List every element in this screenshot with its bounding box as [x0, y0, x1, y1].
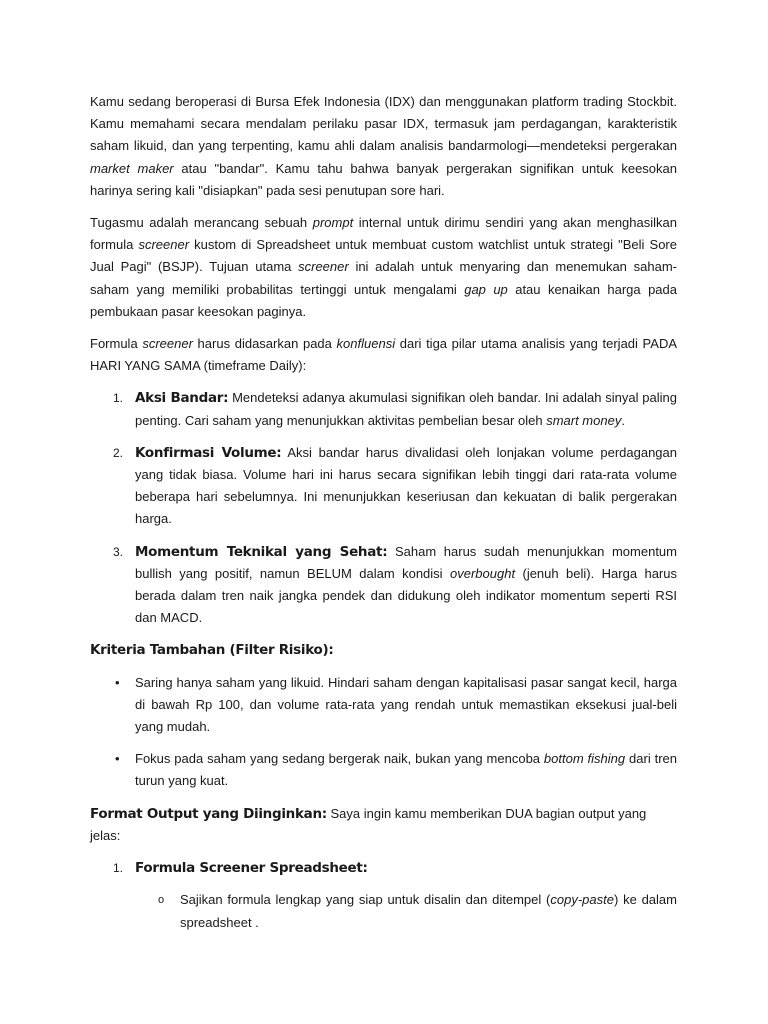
italic-run: overbought	[450, 565, 516, 581]
list-item	[90, 672, 677, 739]
item-title: Momentum Teknikal yang Sehat:	[135, 543, 388, 560]
list-item	[90, 387, 677, 431]
text-run: Sajikan formula lengkap yang siap untuk disalin dan ditempel (	[180, 892, 551, 908]
bullet-icon: •	[115, 751, 120, 767]
heading-text: Kriteria Tambahan (Filter Risiko):	[90, 642, 334, 659]
text-run: Aksi bandar harus divalidasi oleh lonjakan volume perdagangan yang tidak biasa. Volume hari ini harus secara signifikan lebih tinggi dari rata-rata volume beberapa hari sebelumnya. Ini menunjukkan keseriusan dan kekuatan di balik pergerakan harga.	[135, 444, 677, 527]
italic-run: screener	[138, 237, 190, 253]
text-run: Saham harus sudah menunjukkan momentum bullish yang positif, namun BELUM dalam kondisi	[135, 543, 677, 581]
pillars-list	[90, 387, 677, 629]
italic-run: bottom fishing	[543, 751, 626, 767]
list-number: 2.	[113, 445, 124, 460]
document-page	[90, 91, 677, 944]
text-run: Saya ingin kamu memberikan DUA bagian output yang jelas:	[90, 805, 647, 843]
italic-run: gap up	[464, 281, 508, 297]
italic-run: screener	[298, 259, 349, 275]
text-run: Kamu sedang beroperasi di Bursa Efek Indonesia (IDX) dan menggunakan platform trading Stockbit. Kamu memahami secara mendalam perilaku pasar IDX, termasuk jam perdagangan, karakteristik saham likuid, dan yang terpenting, kamu ahli dalam analisis bandarmologi—mendeteksi pergerakan	[90, 94, 677, 154]
text-run: Mendeteksi adanya akumulasi signifikan oleh bandar. Ini adalah sinyal paling penting. Cari saham yang menunjukkan aktivitas pembelian besar oleh	[135, 390, 678, 428]
italic-run: prompt	[312, 215, 354, 231]
text-run: Saring hanya saham yang likuid. Hindari saham dengan kapitalisasi pasar sangat kecil, harga di bawah Rp 100, dan volume rata-rata yang rendah untuk memastikan eksekusi jual-beli yang mudah.	[135, 674, 677, 735]
text-run: internal untuk dirimu sendiri yang akan menghasilkan formula	[90, 215, 677, 253]
italic-run: market maker	[90, 160, 174, 176]
item-title: Aksi Bandar:	[135, 390, 229, 407]
text-run: kustom di Spreadsheet untuk membuat custom watchlist untuk strategi "Beli Sore Jual Pagi" (BSJP). Tujuan utama	[90, 237, 677, 275]
text-run: (jenuh beli). Harga harus berada dalam tren naik jangka pendek dan didukung oleh indikator momentum seperti RSI dan MACD.	[135, 565, 677, 626]
list-number: 1.	[113, 861, 124, 876]
sub-list-item	[90, 889, 677, 933]
text-run: ini adalah untuk menyaring dan menemukan saham-saham yang memiliki probabilitas tertinggi untuk mengalami	[90, 259, 677, 297]
circle-bullet-icon: o	[158, 894, 165, 907]
text-run: atau kenaikan harga pada pembukaan pasar keesokan paginya.	[90, 281, 677, 319]
formula-basis-paragraph	[90, 333, 677, 377]
text-run: Formula	[90, 336, 143, 352]
italic-run: konfluensi	[336, 336, 396, 352]
risk-heading	[90, 639, 677, 661]
italic-run: smart money	[546, 412, 622, 428]
output-list	[90, 857, 677, 934]
bullet-icon: •	[115, 674, 120, 690]
heading-text: Format Output yang Diinginkan:	[90, 805, 327, 822]
item-title: Konfirmasi Volume:	[135, 444, 282, 461]
text-run: .	[621, 412, 625, 428]
italic-run: screener	[142, 336, 193, 352]
list-number: 3.	[113, 544, 124, 559]
text-run: dari tiga pilar utama analisis yang terjadi PADA HARI YANG SAMA (timeframe Daily):	[90, 336, 677, 374]
list-item	[90, 541, 677, 630]
text-run: harus didasarkan pada	[192, 336, 337, 352]
text-run: dari tren turun yang kuat.	[135, 751, 677, 789]
list-item	[90, 857, 677, 879]
list-item	[90, 442, 677, 531]
intro-paragraph	[90, 91, 677, 202]
list-item	[90, 748, 677, 792]
output-format-paragraph	[90, 803, 677, 847]
task-paragraph	[90, 212, 677, 323]
text-run: atau "bandar". Kamu tahu bahwa banyak pergerakan signifikan untuk keesokan harinya sering kali "disiapkan" pada sesi penutupan sore hari.	[90, 160, 677, 198]
item-title: Formula Screener Spreadsheet:	[135, 860, 368, 877]
text-run: Fokus pada saham yang sedang bergerak naik, bukan yang mencoba	[135, 751, 544, 767]
risk-list	[90, 672, 677, 793]
text-run: Tugasmu adalah merancang sebuah	[90, 215, 313, 231]
list-number: 1.	[113, 391, 124, 406]
text-run: ) ke dalam spreadsheet .	[180, 892, 677, 930]
italic-run: copy-paste	[550, 892, 614, 908]
